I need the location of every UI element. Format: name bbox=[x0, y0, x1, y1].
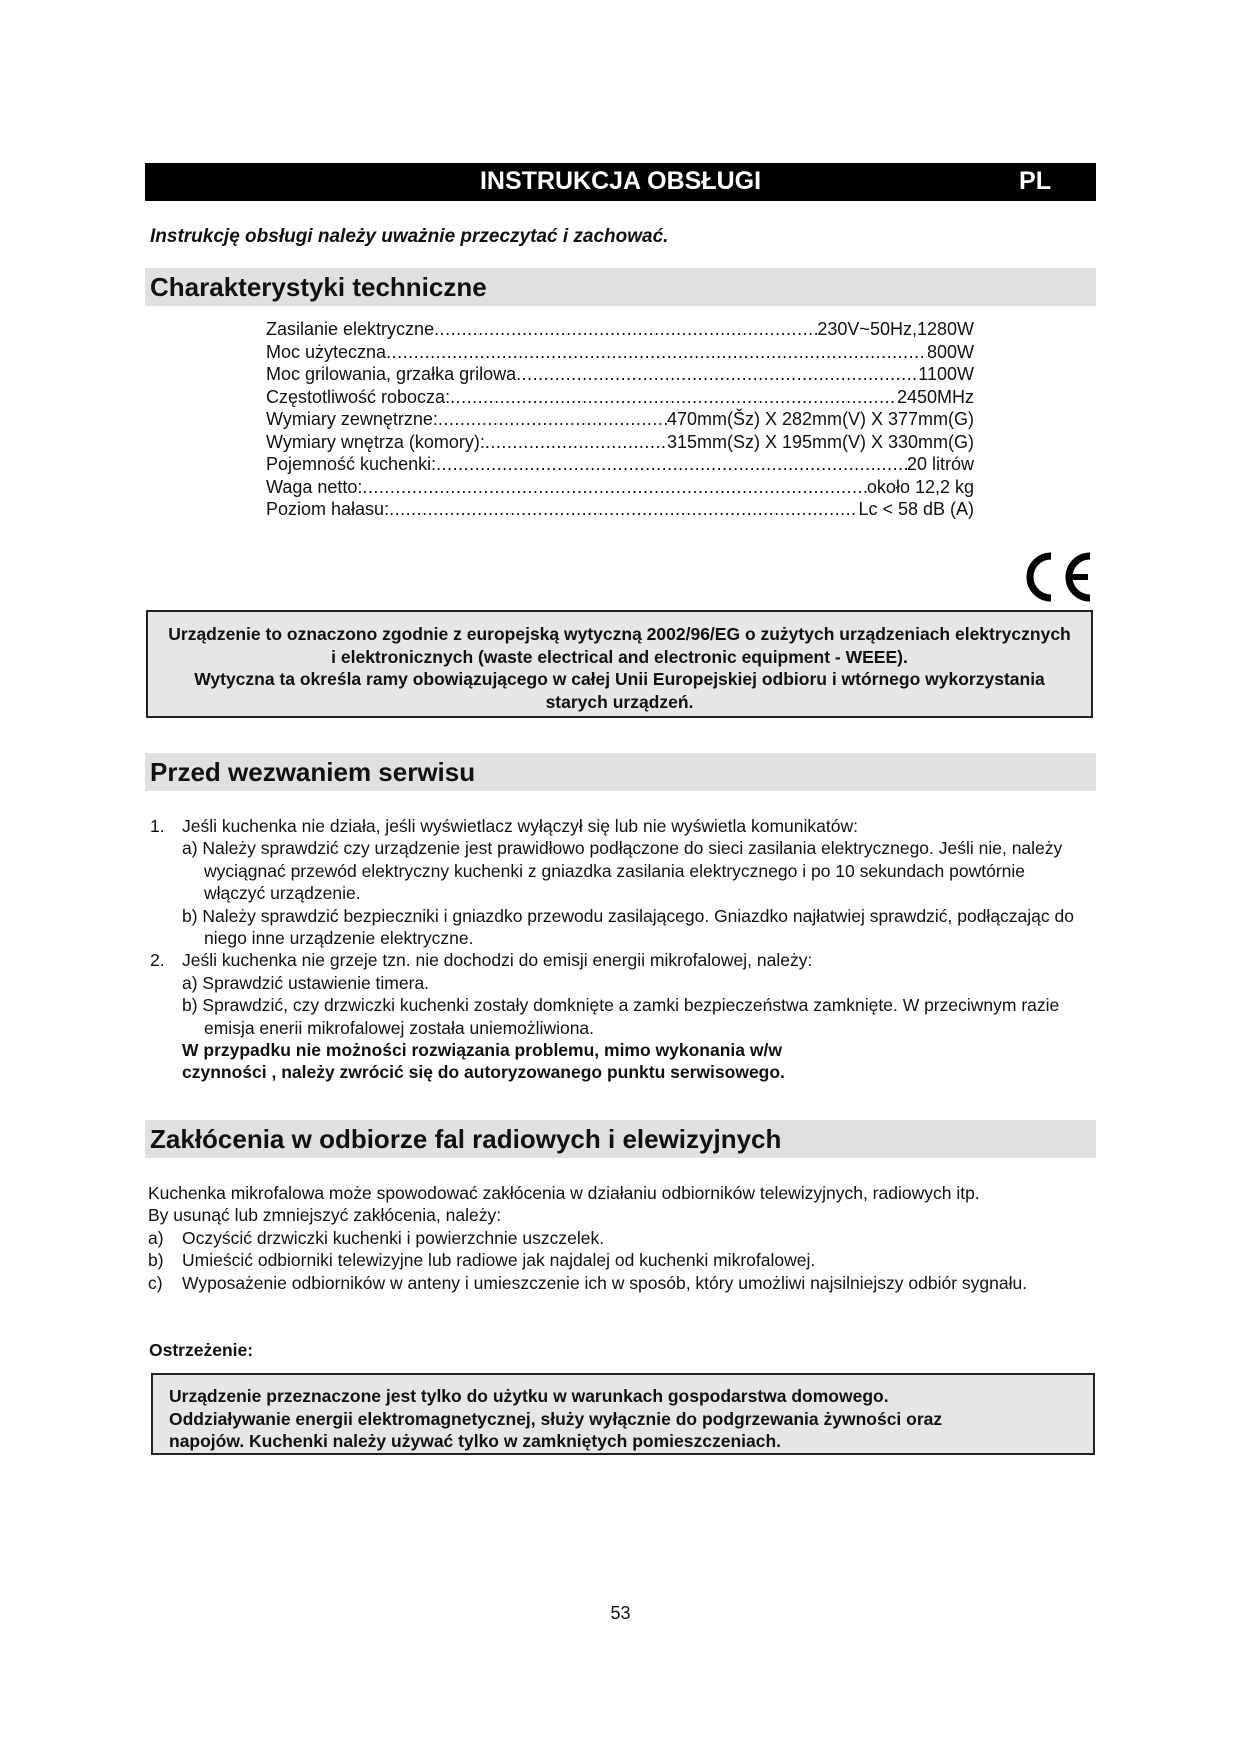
sub-item: a) Należy sprawdzić czy urządzenie jest prawidłowo podłączone do sieci zasilania elektrycznego. Jeśli nie, należy wyciągnać przewód elektryczny kuchenki z gniazdka zasilania elektrycznego i po 10 sekundach powtórnie włączyć urządzenie. bbox=[182, 838, 1063, 904]
item-letter: a) bbox=[148, 1227, 164, 1248]
spec-value: około 12,2 kg bbox=[866, 476, 974, 497]
spec-label: Zasilanie elektryczne bbox=[266, 319, 435, 339]
spec-label: Moc grilowania, grzałka grilowa bbox=[266, 364, 517, 384]
sub-item: a) Sprawdzić ustawienie timera. bbox=[182, 972, 430, 993]
spec-value: 20 litrów bbox=[906, 454, 974, 474]
page-number: 53 bbox=[610, 1603, 631, 1623]
item-text: Wyposażenie odbiorników w anteny i umieszczenie ich w sposób, który umożliwi najsilniejszy odbiór sygnału. bbox=[182, 1272, 1028, 1293]
item-letter: b) bbox=[148, 1250, 164, 1271]
paragraph: Kuchenka mikrofalowa może spowodować zakłócenia w działaniu odbiorników telewizyjnych, radiowych itp. bbox=[148, 1183, 980, 1203]
sub-item: b) Sprawdzić, czy drzwiczki kuchenki zostały domknięte a zamki bezpieczeństwa zamknięte. W przeciwnym razie emisja enerii mikrofalowej została uniemożliwiona. bbox=[182, 995, 1060, 1038]
spec-value: Lc < 58 dB (A) bbox=[858, 499, 974, 519]
spec-label: Wymiary zewnętrzne: bbox=[266, 409, 438, 429]
spec-row bbox=[266, 386, 974, 409]
manual-title: INSTRUKCJA OBSŁUGI bbox=[479, 167, 762, 195]
warning-text: napojów. Kuchenki należy używać tylko w zamkniętych pomieszczeniach. bbox=[169, 1431, 782, 1451]
spec-list bbox=[266, 318, 974, 521]
interference-text bbox=[148, 1182, 1092, 1294]
section-title: Charakterystyki techniczne bbox=[150, 272, 487, 302]
spec-row bbox=[266, 453, 974, 476]
spec-label: Pojemność kuchenki: bbox=[266, 454, 437, 474]
item-number: 2. bbox=[150, 950, 165, 971]
section-title: Przed wezwaniem serwisu bbox=[150, 757, 476, 787]
weee-text: Urządzenie to oznaczono zgodnie z europejską wytyczną 2002/96/EG o zużytych urządzeniach elektrycznych i elektronicznych (waste electrical and electronic equipment - WEEE). bbox=[168, 624, 1071, 667]
item-letter: c) bbox=[148, 1272, 163, 1293]
spec-value: 230V~50Hz,1280W bbox=[817, 319, 974, 339]
list-item bbox=[148, 1249, 1092, 1271]
spec-row bbox=[266, 498, 974, 521]
spec-value: 800W bbox=[926, 341, 974, 362]
spec-label: Waga netto: bbox=[266, 476, 363, 497]
manual-header-bar bbox=[145, 163, 1096, 201]
item-text: Oczyścić drzwiczki kuchenki i powierzchnie uszczelek. bbox=[182, 1227, 605, 1248]
spec-value: 315mm(Sz) X 195mm(V) X 330mm(G) bbox=[666, 431, 974, 452]
warning-label: Ostrzeżenie: bbox=[149, 1340, 254, 1360]
warning-text: Urządzenie przeznaczone jest tylko do użytku w warunkach gospodarstwa domowego. bbox=[169, 1386, 889, 1406]
list-item bbox=[150, 949, 1090, 1039]
list-item bbox=[148, 1227, 1092, 1249]
service-note: W przypadku nie możności rozwiązania problemu, mimo wykonania w/w bbox=[182, 1040, 782, 1061]
paragraph: By usunąć lub zmniejszyć zakłócenia, należy: bbox=[148, 1205, 502, 1226]
section-heading-interference bbox=[145, 1120, 1096, 1158]
spec-label: Wymiary wnętrza (komory): bbox=[266, 431, 485, 452]
service-note: czynności , należy zwrócić się do autoryzowanego punktu serwisowego. bbox=[182, 1062, 785, 1083]
list-item bbox=[150, 815, 1090, 949]
sub-item: b) Należy sprawdzić bezpieczniki i gniazdko przewodu zasilającego. Gniazdko najłatwiej sprawdzić, podłączając do niego inne urządzenie elektryczne. bbox=[182, 905, 1074, 949]
section-heading-specs bbox=[145, 268, 1096, 306]
read-instructions-note: Instrukcję obsługi należy uważnie przeczytać i zachować. bbox=[150, 226, 669, 247]
spec-label: Moc użyteczna bbox=[266, 341, 387, 362]
service-list bbox=[150, 815, 1090, 1084]
spec-label: Częstotliwość robocza: bbox=[266, 386, 451, 407]
language-code: PL bbox=[1019, 167, 1051, 195]
item-text: Jeśli kuchenka nie grzeje tzn. nie dochodzi do emisji energii mikrofalowej, należy: bbox=[182, 950, 813, 971]
spec-row bbox=[266, 476, 974, 499]
item-text: Jeśli kuchenka nie działa, jeśli wyświetlacz wyłączył się lub nie wyświetla komunikatów: bbox=[182, 816, 858, 836]
weee-notice-box bbox=[146, 610, 1093, 718]
ce-mark-icon bbox=[1018, 548, 1094, 606]
list-item bbox=[148, 1272, 1092, 1294]
warning-box bbox=[151, 1373, 1095, 1455]
weee-text: Wytyczna ta określa ramy obowiązującego w całej Unii Europejskiej odbioru i wtórnego wykorzystania starych urządzeń. bbox=[194, 669, 1045, 712]
item-number: 1. bbox=[150, 816, 165, 836]
spec-row bbox=[266, 408, 974, 431]
spec-row bbox=[266, 341, 974, 364]
section-heading-service bbox=[145, 753, 1096, 791]
spec-value: 1100W bbox=[918, 364, 974, 384]
warning-text: Oddziaływanie energii elektromagnetycznej, służy wyłącznie do podgrzewania żywności oraz bbox=[169, 1408, 943, 1429]
spec-row bbox=[266, 318, 974, 341]
spec-value: 2450MHz bbox=[896, 386, 974, 407]
spec-value: 470mm(Šz) X 282mm(V) X 377mm(G) bbox=[666, 409, 974, 429]
spec-row bbox=[266, 431, 974, 454]
item-text: Umieścić odbiorniki telewizyjne lub radiowe jak najdalej od kuchenki mikrofalowej. bbox=[182, 1250, 816, 1271]
spec-row bbox=[266, 363, 974, 386]
spec-label: Poziom hałasu: bbox=[266, 499, 390, 519]
section-title: Zakłócenia w odbiorze fal radiowych i elewizyjnych bbox=[150, 1124, 782, 1154]
